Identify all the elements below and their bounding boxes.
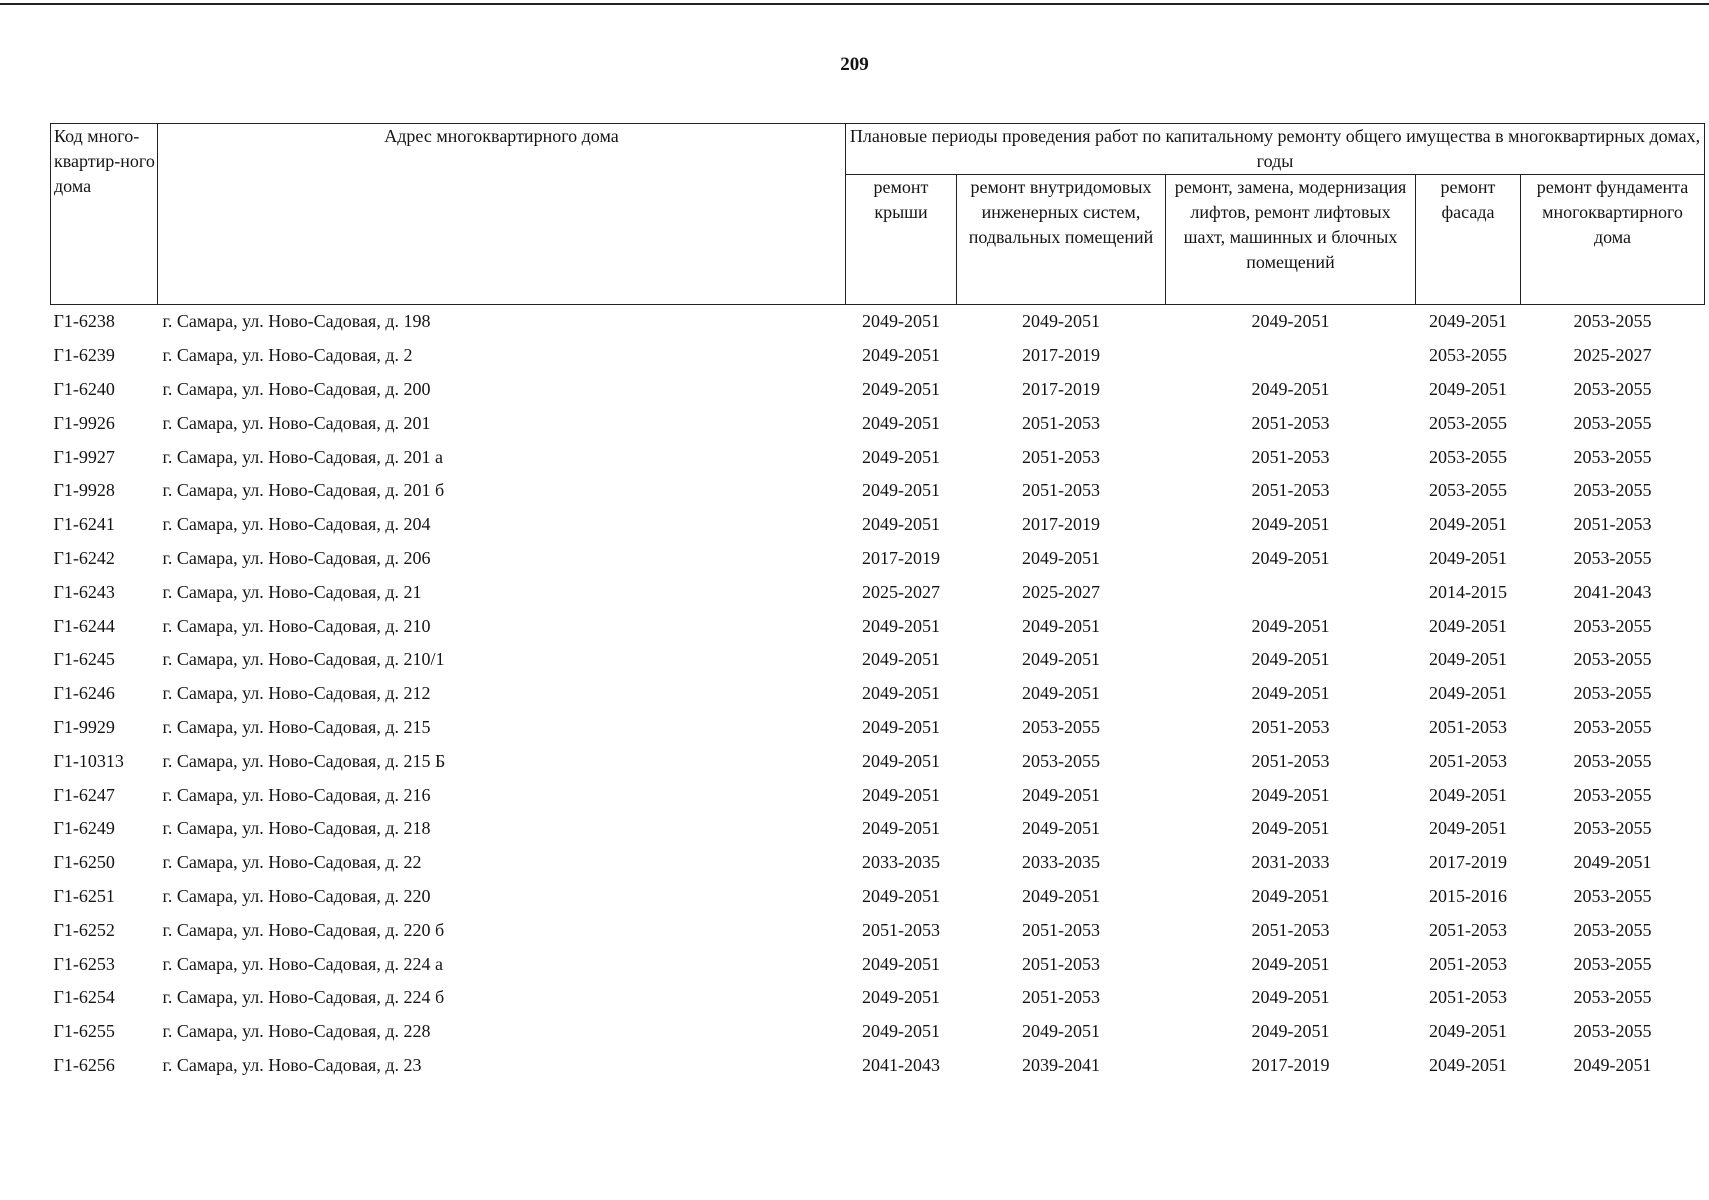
facade-period: 2053-2055 xyxy=(1429,412,1507,433)
table-row xyxy=(51,1049,1705,1083)
elevator-period: 2017-2019 xyxy=(1251,1054,1330,1075)
roof-period: 2041-2043 xyxy=(862,1054,940,1075)
facade-period: 2049-2051 xyxy=(1429,683,1507,704)
engineering-period: 2017-2019 xyxy=(1022,345,1100,366)
house-code: Г1-6243 xyxy=(53,581,115,602)
table-row xyxy=(51,542,1705,576)
foundation-period: 2053-2055 xyxy=(1573,683,1652,704)
facade-period: 2049-2051 xyxy=(1429,1054,1507,1075)
table-row xyxy=(51,913,1705,947)
elevator-period: 2051-2053 xyxy=(1251,750,1330,771)
elevator-period xyxy=(1166,575,1416,609)
foundation-period: 2053-2055 xyxy=(1573,987,1652,1008)
foundation-period: 2053-2055 xyxy=(1573,480,1652,501)
header-periods: Плановые периоды проведения работ по капитальному ремонту общего имущества в многоквартирных домах, годы xyxy=(846,124,1705,175)
house-code: Г1-6247 xyxy=(53,784,115,805)
table-row xyxy=(51,880,1705,914)
foundation-period: 2053-2055 xyxy=(1573,446,1652,467)
elevator-period: 2049-2051 xyxy=(1251,378,1330,399)
engineering-period: 2049-2051 xyxy=(1022,818,1100,839)
elevator-period: 2049-2051 xyxy=(1251,615,1330,636)
facade-period: 2053-2055 xyxy=(1429,480,1507,501)
engineering-period: 2051-2053 xyxy=(1022,919,1100,940)
elevator-period: 2049-2051 xyxy=(1251,987,1330,1008)
foundation-period: 2041-2043 xyxy=(1573,581,1652,602)
engineering-period: 2049-2051 xyxy=(1022,1021,1100,1042)
house-code: Г1-6246 xyxy=(53,683,115,704)
header-code: Код много-квартир-ного дома xyxy=(51,124,158,305)
engineering-period: 2017-2019 xyxy=(1022,378,1100,399)
house-code: Г1-6244 xyxy=(53,615,115,636)
house-code: Г1-6252 xyxy=(53,919,115,940)
facade-period: 2015-2016 xyxy=(1429,885,1507,906)
engineering-period: 2051-2053 xyxy=(1022,480,1100,501)
foundation-period: 2053-2055 xyxy=(1573,311,1652,332)
address: г. Самара, ул. Ново-Садовая, д. 22 xyxy=(162,852,422,873)
roof-period: 2049-2051 xyxy=(862,480,940,501)
elevator-period: 2051-2053 xyxy=(1251,446,1330,467)
top-rule xyxy=(0,3,1709,5)
address: г. Самара, ул. Ново-Садовая, д. 220 б xyxy=(162,919,445,940)
address: г. Самара, ул. Ново-Садовая, д. 200 xyxy=(162,378,431,399)
address: г. Самара, ул. Ново-Садовая, д. 201 xyxy=(162,412,431,433)
address: г. Самара, ул. Ново-Садовая, д. 216 xyxy=(162,784,431,805)
address: г. Самара, ул. Ново-Садовая, д. 218 xyxy=(162,818,431,839)
table-row xyxy=(51,744,1705,778)
foundation-period: 2053-2055 xyxy=(1573,784,1652,805)
address: г. Самара, ул. Ново-Садовая, д. 23 xyxy=(162,1054,422,1075)
facade-period: 2014-2015 xyxy=(1429,581,1507,602)
foundation-period: 2049-2051 xyxy=(1573,852,1652,873)
table-row xyxy=(51,305,1705,339)
roof-period: 2049-2051 xyxy=(862,446,940,467)
foundation-period: 2053-2055 xyxy=(1573,818,1652,839)
engineering-period: 2017-2019 xyxy=(1022,514,1100,535)
table-row xyxy=(51,440,1705,474)
facade-period: 2049-2051 xyxy=(1429,547,1507,568)
table-row xyxy=(51,643,1705,677)
house-code: Г1-6242 xyxy=(53,547,115,568)
facade-period: 2051-2053 xyxy=(1429,919,1507,940)
house-code: Г1-9929 xyxy=(53,716,115,737)
address: г. Самара, ул. Ново-Садовая, д. 210/1 xyxy=(162,649,445,670)
table-row xyxy=(51,846,1705,880)
facade-period: 2049-2051 xyxy=(1429,311,1507,332)
foundation-period: 2053-2055 xyxy=(1573,649,1652,670)
elevator-period: 2049-2051 xyxy=(1251,683,1330,704)
facade-period: 2049-2051 xyxy=(1429,514,1507,535)
engineering-period: 2049-2051 xyxy=(1022,683,1100,704)
elevator-period: 2031-2033 xyxy=(1251,852,1330,873)
address: г. Самара, ул. Ново-Садовая, д. 2 xyxy=(162,345,413,366)
facade-period: 2049-2051 xyxy=(1429,615,1507,636)
foundation-period: 2053-2055 xyxy=(1573,412,1652,433)
engineering-period: 2051-2053 xyxy=(1022,953,1100,974)
roof-period: 2049-2051 xyxy=(862,615,940,636)
table-row xyxy=(51,981,1705,1015)
elevator-period: 2051-2053 xyxy=(1251,412,1330,433)
foundation-period: 2053-2055 xyxy=(1573,953,1652,974)
house-code: Г1-9928 xyxy=(53,480,115,501)
table-row xyxy=(51,812,1705,846)
elevator-period: 2049-2051 xyxy=(1251,547,1330,568)
roof-period: 2051-2053 xyxy=(862,919,940,940)
roof-period: 2049-2051 xyxy=(862,784,940,805)
table-row xyxy=(51,339,1705,373)
elevator-period: 2049-2051 xyxy=(1251,1021,1330,1042)
address: г. Самара, ул. Ново-Садовая, д. 198 xyxy=(162,311,431,332)
house-code: Г1-6249 xyxy=(53,818,115,839)
address: г. Самара, ул. Ново-Садовая, д. 220 xyxy=(162,885,431,906)
header-roof: ремонт крыши xyxy=(846,175,957,305)
facade-period: 2049-2051 xyxy=(1429,818,1507,839)
roof-period: 2049-2051 xyxy=(862,987,940,1008)
elevator-period: 2049-2051 xyxy=(1251,311,1330,332)
table-row xyxy=(51,575,1705,609)
elevator-period: 2049-2051 xyxy=(1251,953,1330,974)
elevator-period: 2051-2053 xyxy=(1251,716,1330,737)
engineering-period: 2039-2041 xyxy=(1022,1054,1100,1075)
foundation-period: 2053-2055 xyxy=(1573,885,1652,906)
roof-period: 2017-2019 xyxy=(862,547,940,568)
elevator-period: 2049-2051 xyxy=(1251,784,1330,805)
engineering-period: 2051-2053 xyxy=(1022,446,1100,467)
facade-period: 2051-2053 xyxy=(1429,716,1507,737)
header-address: Адрес многоквартирного дома xyxy=(158,124,846,305)
facade-period: 2049-2051 xyxy=(1429,784,1507,805)
house-code: Г1-6238 xyxy=(53,311,115,332)
table-row xyxy=(51,778,1705,812)
house-code: Г1-6245 xyxy=(53,649,115,670)
roof-period: 2049-2051 xyxy=(862,514,940,535)
elevator-period: 2049-2051 xyxy=(1251,514,1330,535)
engineering-period: 2049-2051 xyxy=(1022,615,1100,636)
table-row xyxy=(51,609,1705,643)
facade-period: 2049-2051 xyxy=(1429,378,1507,399)
engineering-period: 2051-2053 xyxy=(1022,412,1100,433)
roof-period: 2049-2051 xyxy=(862,885,940,906)
engineering-period: 2053-2055 xyxy=(1022,716,1100,737)
house-code: Г1-10313 xyxy=(53,750,124,771)
facade-period: 2049-2051 xyxy=(1429,649,1507,670)
table-row xyxy=(51,947,1705,981)
header-engineering-systems: ремонт внутридомовых инженерных систем, подвальных помещений xyxy=(957,175,1166,305)
address: г. Самара, ул. Ново-Садовая, д. 21 xyxy=(162,581,422,602)
roof-period: 2049-2051 xyxy=(862,1021,940,1042)
engineering-period: 2049-2051 xyxy=(1022,885,1100,906)
facade-period: 2017-2019 xyxy=(1429,852,1507,873)
house-code: Г1-6241 xyxy=(53,514,115,535)
table-row xyxy=(51,677,1705,711)
roof-period: 2049-2051 xyxy=(862,345,940,366)
foundation-period: 2051-2053 xyxy=(1573,514,1652,535)
roof-period: 2049-2051 xyxy=(862,378,940,399)
engineering-period: 2049-2051 xyxy=(1022,784,1100,805)
engineering-period: 2049-2051 xyxy=(1022,547,1100,568)
address: г. Самара, ул. Ново-Садовая, д. 228 xyxy=(162,1021,431,1042)
facade-period: 2049-2051 xyxy=(1429,1021,1507,1042)
roof-period: 2049-2051 xyxy=(862,311,940,332)
address: г. Самара, ул. Ново-Садовая, д. 206 xyxy=(162,547,431,568)
engineering-period: 2049-2051 xyxy=(1022,311,1100,332)
table-body xyxy=(51,305,1705,1083)
house-code: Г1-6239 xyxy=(53,345,115,366)
house-code: Г1-6253 xyxy=(53,953,115,974)
table-row xyxy=(51,711,1705,745)
address: г. Самара, ул. Ново-Садовая, д. 224 а xyxy=(162,953,443,974)
foundation-period: 2053-2055 xyxy=(1573,615,1652,636)
house-code: Г1-6240 xyxy=(53,378,115,399)
foundation-period: 2053-2055 xyxy=(1573,919,1652,940)
address: г. Самара, ул. Ново-Садовая, д. 212 xyxy=(162,683,431,704)
table-row xyxy=(51,406,1705,440)
address: г. Самара, ул. Ново-Садовая, д. 210 xyxy=(162,615,431,636)
page-number: 209 xyxy=(840,54,869,75)
facade-period: 2051-2053 xyxy=(1429,750,1507,771)
foundation-period: 2053-2055 xyxy=(1573,378,1652,399)
house-code: Г1-6255 xyxy=(53,1021,115,1042)
facade-period: 2051-2053 xyxy=(1429,953,1507,974)
foundation-period: 2049-2051 xyxy=(1573,1054,1652,1075)
table-row xyxy=(51,474,1705,508)
roof-period: 2025-2027 xyxy=(862,581,940,602)
elevator-period: 2049-2051 xyxy=(1251,649,1330,670)
foundation-period: 2025-2027 xyxy=(1573,345,1652,366)
facade-period: 2051-2053 xyxy=(1429,987,1507,1008)
roof-period: 2049-2051 xyxy=(862,412,940,433)
roof-period: 2049-2051 xyxy=(862,649,940,670)
facade-period: 2053-2055 xyxy=(1429,345,1507,366)
elevator-period xyxy=(1166,339,1416,373)
elevator-period: 2049-2051 xyxy=(1251,885,1330,906)
address: г. Самара, ул. Ново-Садовая, д. 204 xyxy=(162,514,431,535)
header-elevators: ремонт, замена, модернизация лифтов, ремонт лифтовых шахт, машинных и блочных помещений xyxy=(1166,175,1416,305)
table-row xyxy=(51,373,1705,407)
header-foundation: ремонт фундамента многоквартирного дома xyxy=(1521,175,1705,305)
engineering-period: 2025-2027 xyxy=(1022,581,1100,602)
address: г. Самара, ул. Ново-Садовая, д. 215 xyxy=(162,716,431,737)
house-code: Г1-6254 xyxy=(53,987,115,1008)
engineering-period: 2049-2051 xyxy=(1022,649,1100,670)
repair-schedule-table xyxy=(50,123,1705,1082)
house-code: Г1-9926 xyxy=(53,412,115,433)
roof-period: 2049-2051 xyxy=(862,750,940,771)
roof-period: 2049-2051 xyxy=(862,716,940,737)
house-code: Г1-9927 xyxy=(53,446,115,467)
roof-period: 2049-2051 xyxy=(862,683,940,704)
elevator-period: 2049-2051 xyxy=(1251,818,1330,839)
facade-period: 2053-2055 xyxy=(1429,446,1507,467)
foundation-period: 2053-2055 xyxy=(1573,1021,1652,1042)
address: г. Самара, ул. Ново-Садовая, д. 224 б xyxy=(162,987,445,1008)
foundation-period: 2053-2055 xyxy=(1573,716,1652,737)
table-row xyxy=(51,508,1705,542)
roof-period: 2033-2035 xyxy=(862,852,940,873)
roof-period: 2049-2051 xyxy=(862,818,940,839)
roof-period: 2049-2051 xyxy=(862,953,940,974)
engineering-period: 2051-2053 xyxy=(1022,987,1100,1008)
header-facade: ремонт фасада xyxy=(1416,175,1521,305)
foundation-period: 2053-2055 xyxy=(1573,750,1652,771)
foundation-period: 2053-2055 xyxy=(1573,547,1652,568)
house-code: Г1-6256 xyxy=(53,1054,115,1075)
address: г. Самара, ул. Ново-Садовая, д. 201 а xyxy=(162,446,443,467)
elevator-period: 2051-2053 xyxy=(1251,919,1330,940)
engineering-period: 2033-2035 xyxy=(1022,852,1100,873)
house-code: Г1-6251 xyxy=(53,885,115,906)
address: г. Самара, ул. Ново-Садовая, д. 201 б xyxy=(162,480,445,501)
address: г. Самара, ул. Ново-Садовая, д. 215 Б xyxy=(162,750,446,771)
table-row xyxy=(51,1015,1705,1049)
engineering-period: 2053-2055 xyxy=(1022,750,1100,771)
elevator-period: 2051-2053 xyxy=(1251,480,1330,501)
house-code: Г1-6250 xyxy=(53,852,115,873)
